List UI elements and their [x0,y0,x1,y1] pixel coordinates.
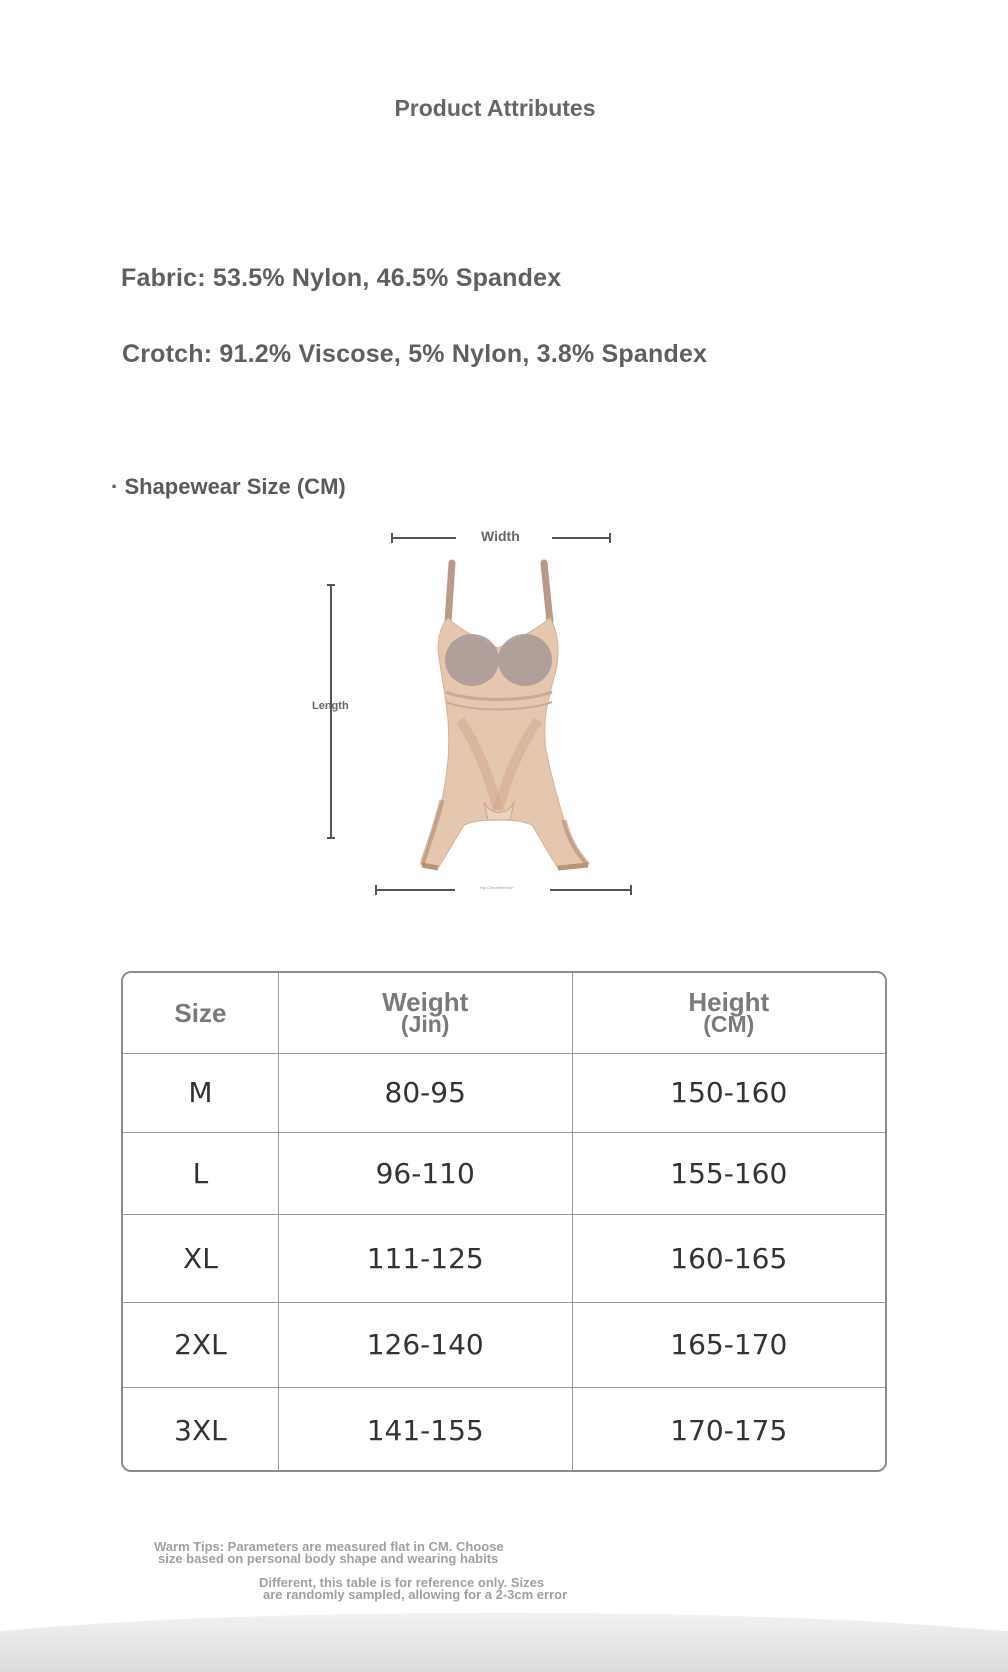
size-table [121,971,887,1472]
size-cell: 2XL [123,1302,278,1387]
hip-label: Hip Circumference [480,885,514,890]
header-weight: Weight (Jin) [278,973,572,1053]
warm-tip-line: Warm Tips: Parameters are measured flat in CM. Choose [154,1539,504,1554]
warm-tip-line: Different, this table is for reference only. Sizes [259,1575,545,1590]
header-height-unit: (CM) [703,1010,755,1037]
table-row [123,1302,885,1387]
table-row [123,1214,885,1302]
table-row [123,1053,885,1132]
weight-cell: 111-125 [278,1214,572,1302]
table-row [123,1387,885,1472]
size-cell: 3XL [123,1387,278,1472]
length-label: Length [312,700,349,712]
weight-cell: 126-140 [278,1302,572,1387]
table-row [123,1132,885,1214]
width-label: Width [481,528,520,544]
header-size: Size [123,973,278,1053]
warm-tip-1 [154,1541,504,1565]
weight-cell: 80-95 [278,1053,572,1132]
header-height: Height (CM) [572,973,885,1053]
page-title: Product Attributes [394,95,596,121]
fabric-attribute: Fabric: 53.5% Nylon, 46.5% Spandex [121,264,562,292]
garment-diagram [300,520,660,900]
size-cell: L [123,1132,278,1214]
height-cell: 150-160 [572,1053,885,1132]
header-weight-unit: (Jin) [400,1010,450,1037]
warm-tip-line: are randomly sampled, allowing for a 2-3cm error [263,1587,568,1602]
height-cell: 160-165 [572,1214,885,1302]
bottom-decoration [0,1600,1008,1672]
height-cell: 165-170 [572,1302,885,1387]
warm-tip-line: size based on personal body shape and wearing habits [158,1551,499,1566]
crotch-attribute: Crotch: 91.2% Viscose, 5% Nylon, 3.8% Spandex [122,340,708,368]
weight-cell: 141-155 [278,1387,572,1472]
size-cell: XL [123,1214,278,1302]
height-cell: 170-175 [572,1387,885,1472]
height-cell: 155-160 [572,1132,885,1214]
weight-cell: 96-110 [278,1132,572,1214]
table-header-row [123,973,885,1053]
size-cell: M [123,1053,278,1132]
warm-tip-2 [259,1577,567,1601]
section-title: · Shapewear Size (CM) [111,474,346,499]
shapewear-illustration [300,520,660,900]
